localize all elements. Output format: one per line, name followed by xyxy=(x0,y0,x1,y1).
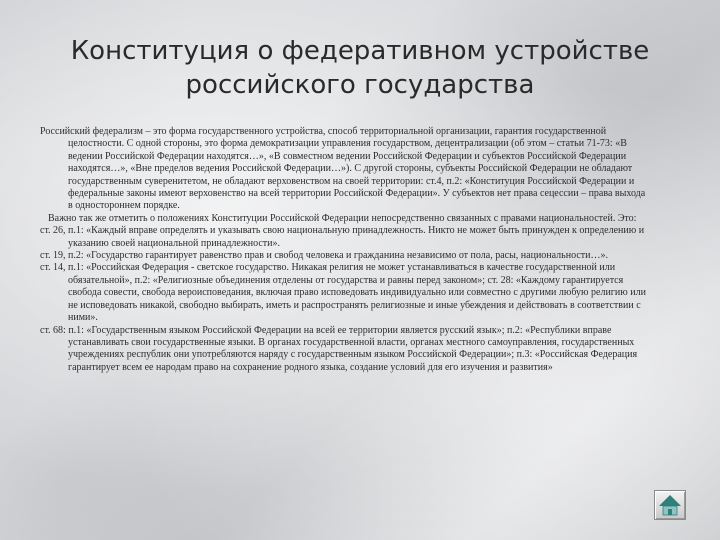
paragraph-article-26: ст. 26, п.1: «Каждый вправе определять и указывать свою национальную принадлежность. Никто не может быть принужден к определению и указанию своей национальной принадлежности». xyxy=(40,225,645,249)
home-icon xyxy=(655,491,685,519)
paragraph-article-68: ст. 68: п.1: «Государственным языком Российской Федерации на всей ее территории является русский язык»; п.2: «Республики вправе устанавливать свои государственные языки. В органах государственной власти, органах местного самоуправления, государственных учреждениях республик они употребляются наряду с государственным языком Российской Федерации»; п.3: «Российская Федерация гарантирует всем ее народам право на сохранение родного языка, создание условий для его изучения и развития» xyxy=(40,324,638,373)
home-button[interactable] xyxy=(654,490,686,520)
slide-title-line-1: Конституция о федеративном устройстве xyxy=(70,36,650,66)
slide-body xyxy=(40,126,650,374)
slide-title-line-2: российского государства xyxy=(185,70,535,100)
paragraph-article-14: ст. 14, п.1: «Российская Федерация - светское государство. Никакая религия не может устанавливаться в качестве государственной или обязательной», п.2: «Религиозные объединения отделены от государства и равны перед законом»; ст. 28: «Каждому гарантируется свобода совести, свобода вероисповедания, включая право исповедовать индивидуально или совместно с другими любую религию или не исповедовать никакой, свободно выбирать, иметь и распространять религиозные и иные убеждения и действовать в соответствии с ними». xyxy=(40,262,646,324)
paragraph-article-19: ст. 19, п.2: «Государство гарантирует равенство прав и свобод человека и гражданина независимо от пола, расы, национальности…». xyxy=(40,250,608,262)
paragraph-federalism: Российский федерализм – это форма государственного устройства, способ территориальной организации, гарантия государственной целостности. С одной стороны, это форма демократизации управления государством, децентрализации (об этом – статьи 71-73: «В ведении Российской Федерации находятся…», «В совместном ведении Российской Федерации и субъектов Российской Федерации находятся…», «Вне пределов ведения Российской Федерации…»). С другой стороны, субъекты Российской Федерации не обладают государственным суверенитетом, не обладают верховенством на своей территории: ст.4, п.2: «Конституция Российской Федерации и федеральные законы имеют верховенство на всей территории Российской Федерации». У субъектов нет права сецессии – права выхода в одностороннем порядке. xyxy=(40,126,646,212)
paragraph-nationalities-intro: Важно так же отметить о положениях Конституции Российской Федерации непосредственно связанных с правами национальностей. Это: xyxy=(48,212,637,224)
slide-title xyxy=(40,34,680,102)
